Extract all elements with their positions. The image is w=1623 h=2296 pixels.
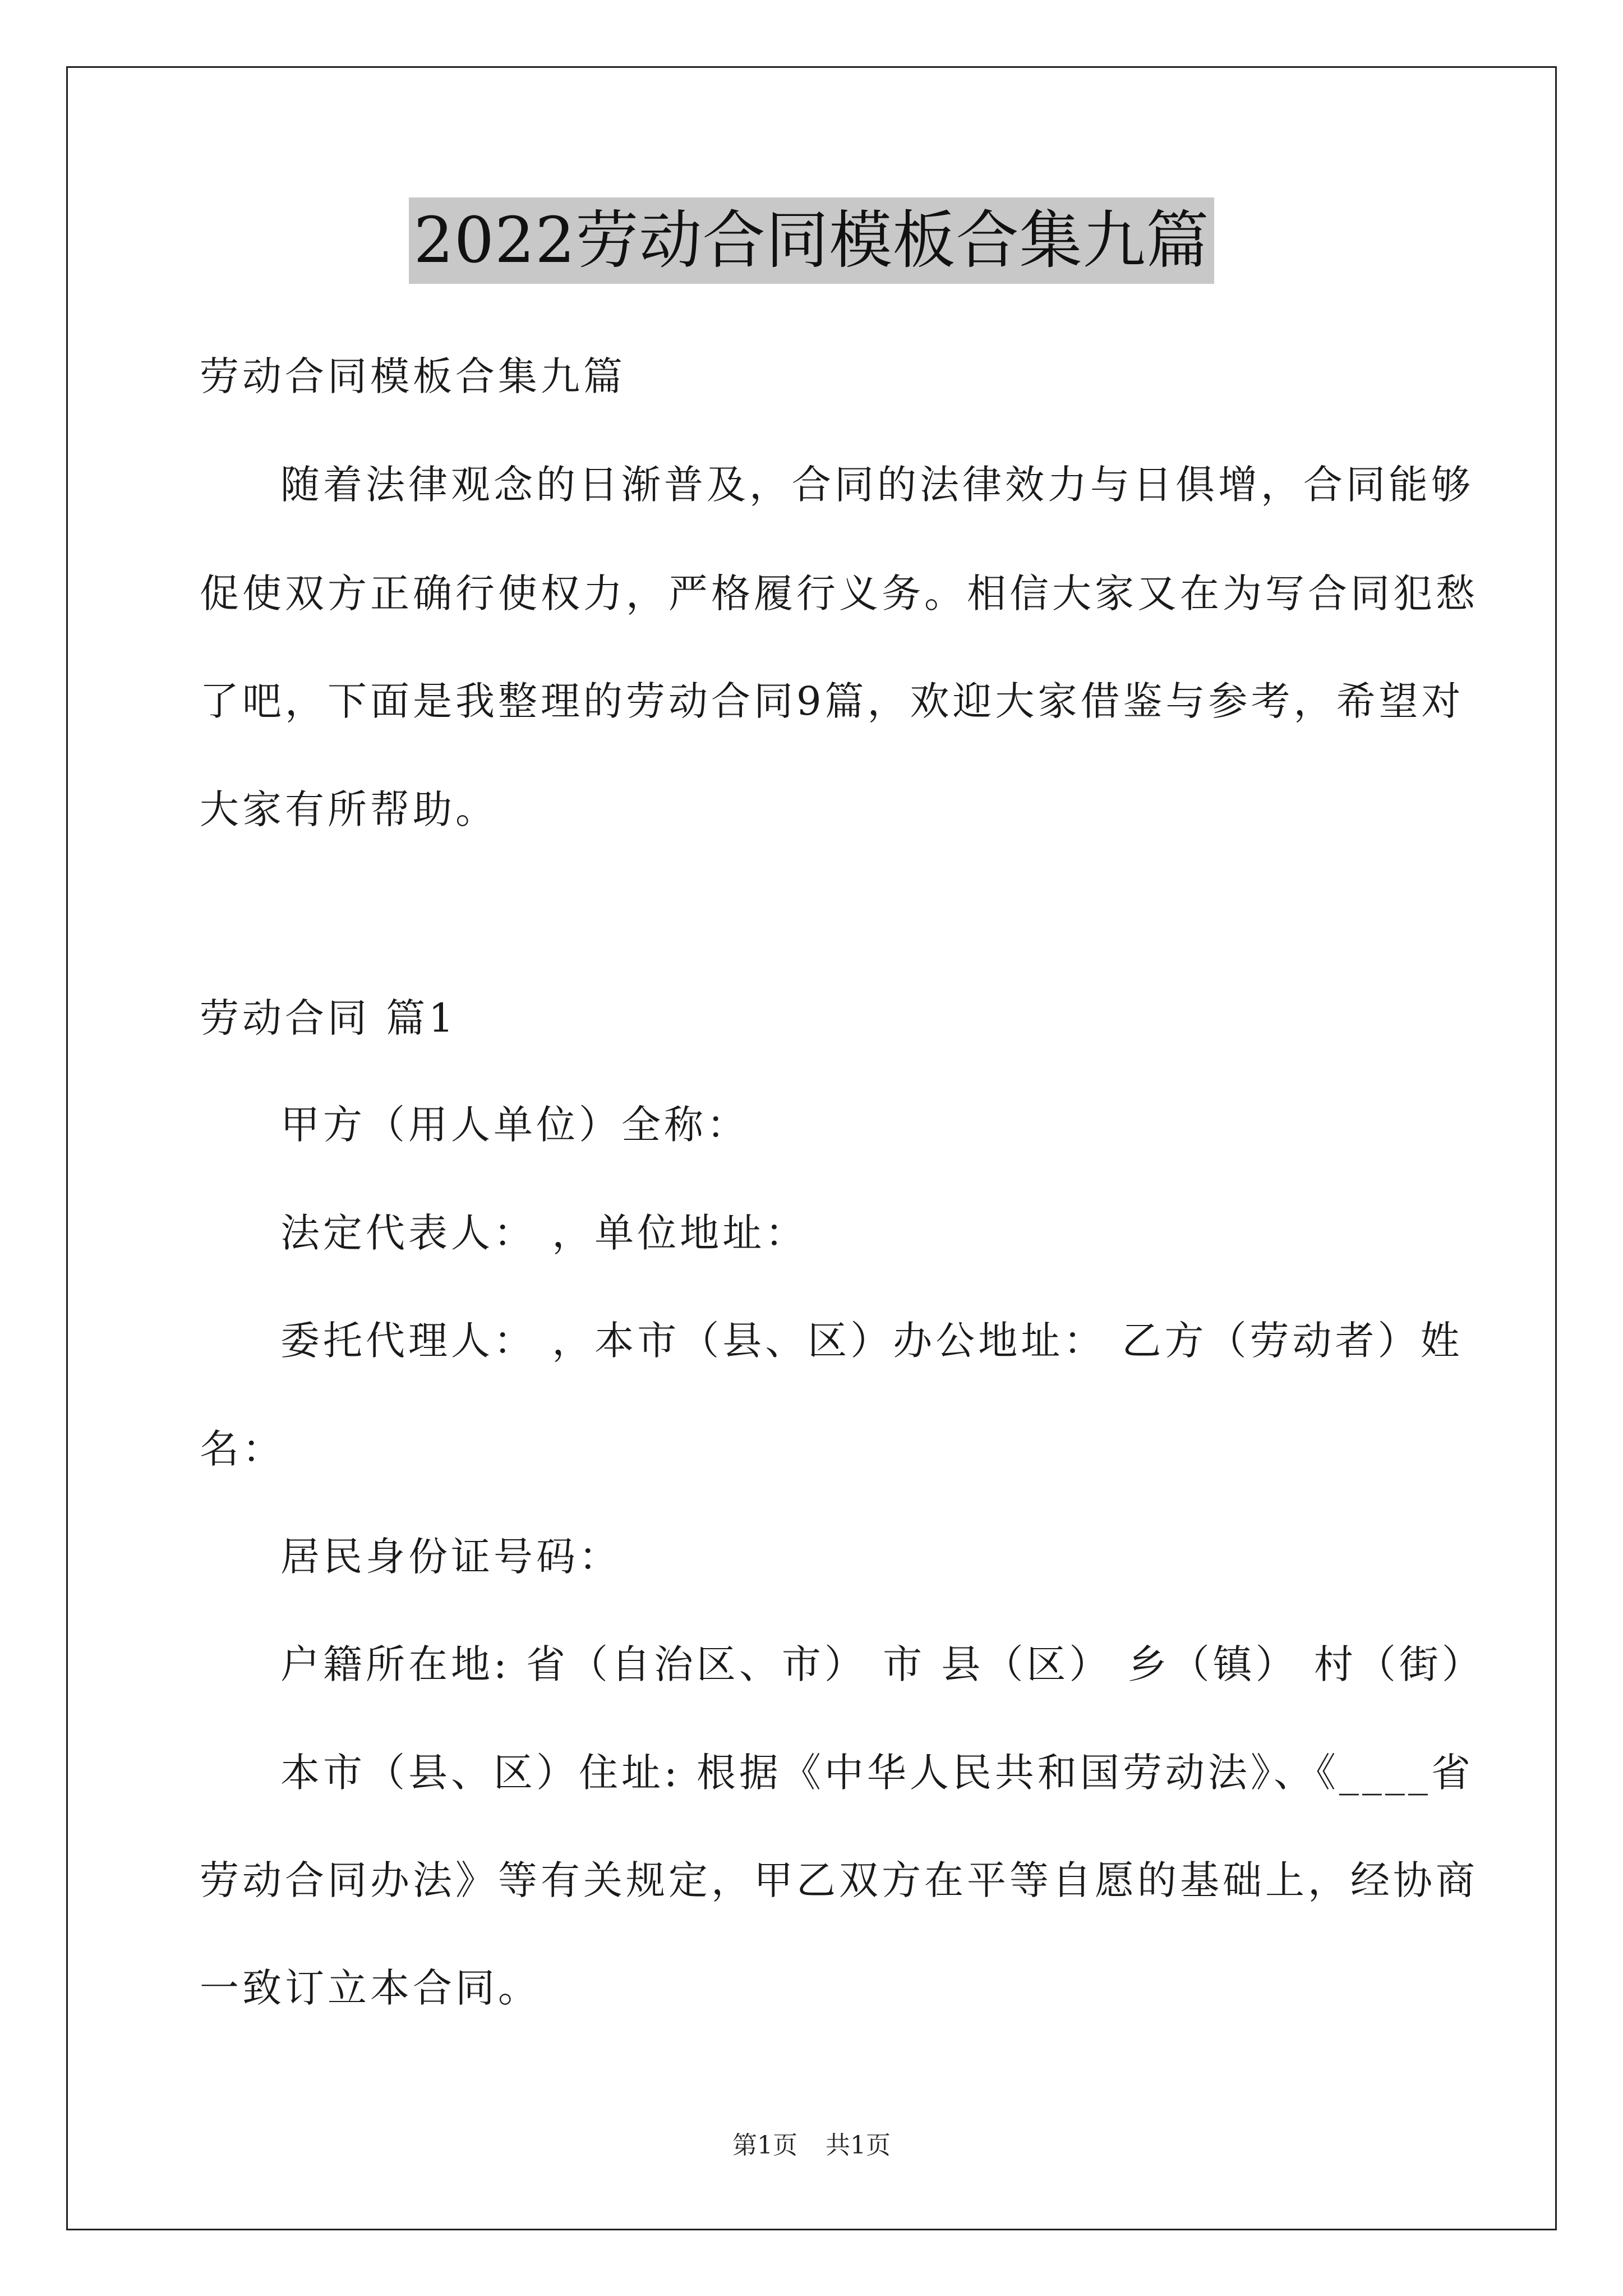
paragraph-line: 居民身份证号码：: [280, 1534, 621, 1580]
paragraph-line: 户籍所在地: 省（自治区、市） 市 县（区） 乡（镇） 村（街）: [280, 1641, 1484, 1687]
paragraph-line: 一致订立本合同。: [200, 1965, 541, 2011]
title-container: [0, 197, 1623, 284]
paragraph-line: 随着法律观念的日渐普及，合同的法律效力与日俱增，合同能够: [280, 462, 1474, 508]
paragraph-line: 法定代表人： ，单位地址：: [280, 1210, 808, 1256]
paragraph-line: 委托代理人： ，本市（县、区）办公地址： 乙方（劳动者）姓: [280, 1318, 1463, 1364]
paragraph-line: 劳动合同办法》等有关规定，甲乙双方在平等自愿的基础上，经协商: [200, 1857, 1478, 1903]
paragraph-line: 甲方（用人单位）全称：: [280, 1102, 749, 1148]
page-footer: [0, 2129, 1623, 2162]
paragraph-line: 了吧，下面是我整理的劳动合同9篇，欢迎大家借鉴与参考，希望对: [200, 678, 1464, 724]
page-number: 第1页: [732, 2131, 797, 2160]
page-total: 共1页: [826, 2131, 891, 2160]
paragraph-line: 本市（县、区）住址: 根据《中华人民共和国劳动法》、《____省: [280, 1750, 1474, 1796]
paragraph-line: 促使双方正确行使权力，严格履行义务。相信大家又在为写合同犯愁: [200, 570, 1478, 616]
section-heading: 劳动合同 篇1: [200, 995, 457, 1041]
paragraph-line: 名：: [200, 1426, 285, 1472]
paragraph-line: 大家有所帮助。: [200, 786, 498, 832]
document-title: 2022劳动合同模板合集九篇: [409, 197, 1214, 284]
subtitle-line: 劳动合同模板合集九篇: [200, 353, 626, 399]
